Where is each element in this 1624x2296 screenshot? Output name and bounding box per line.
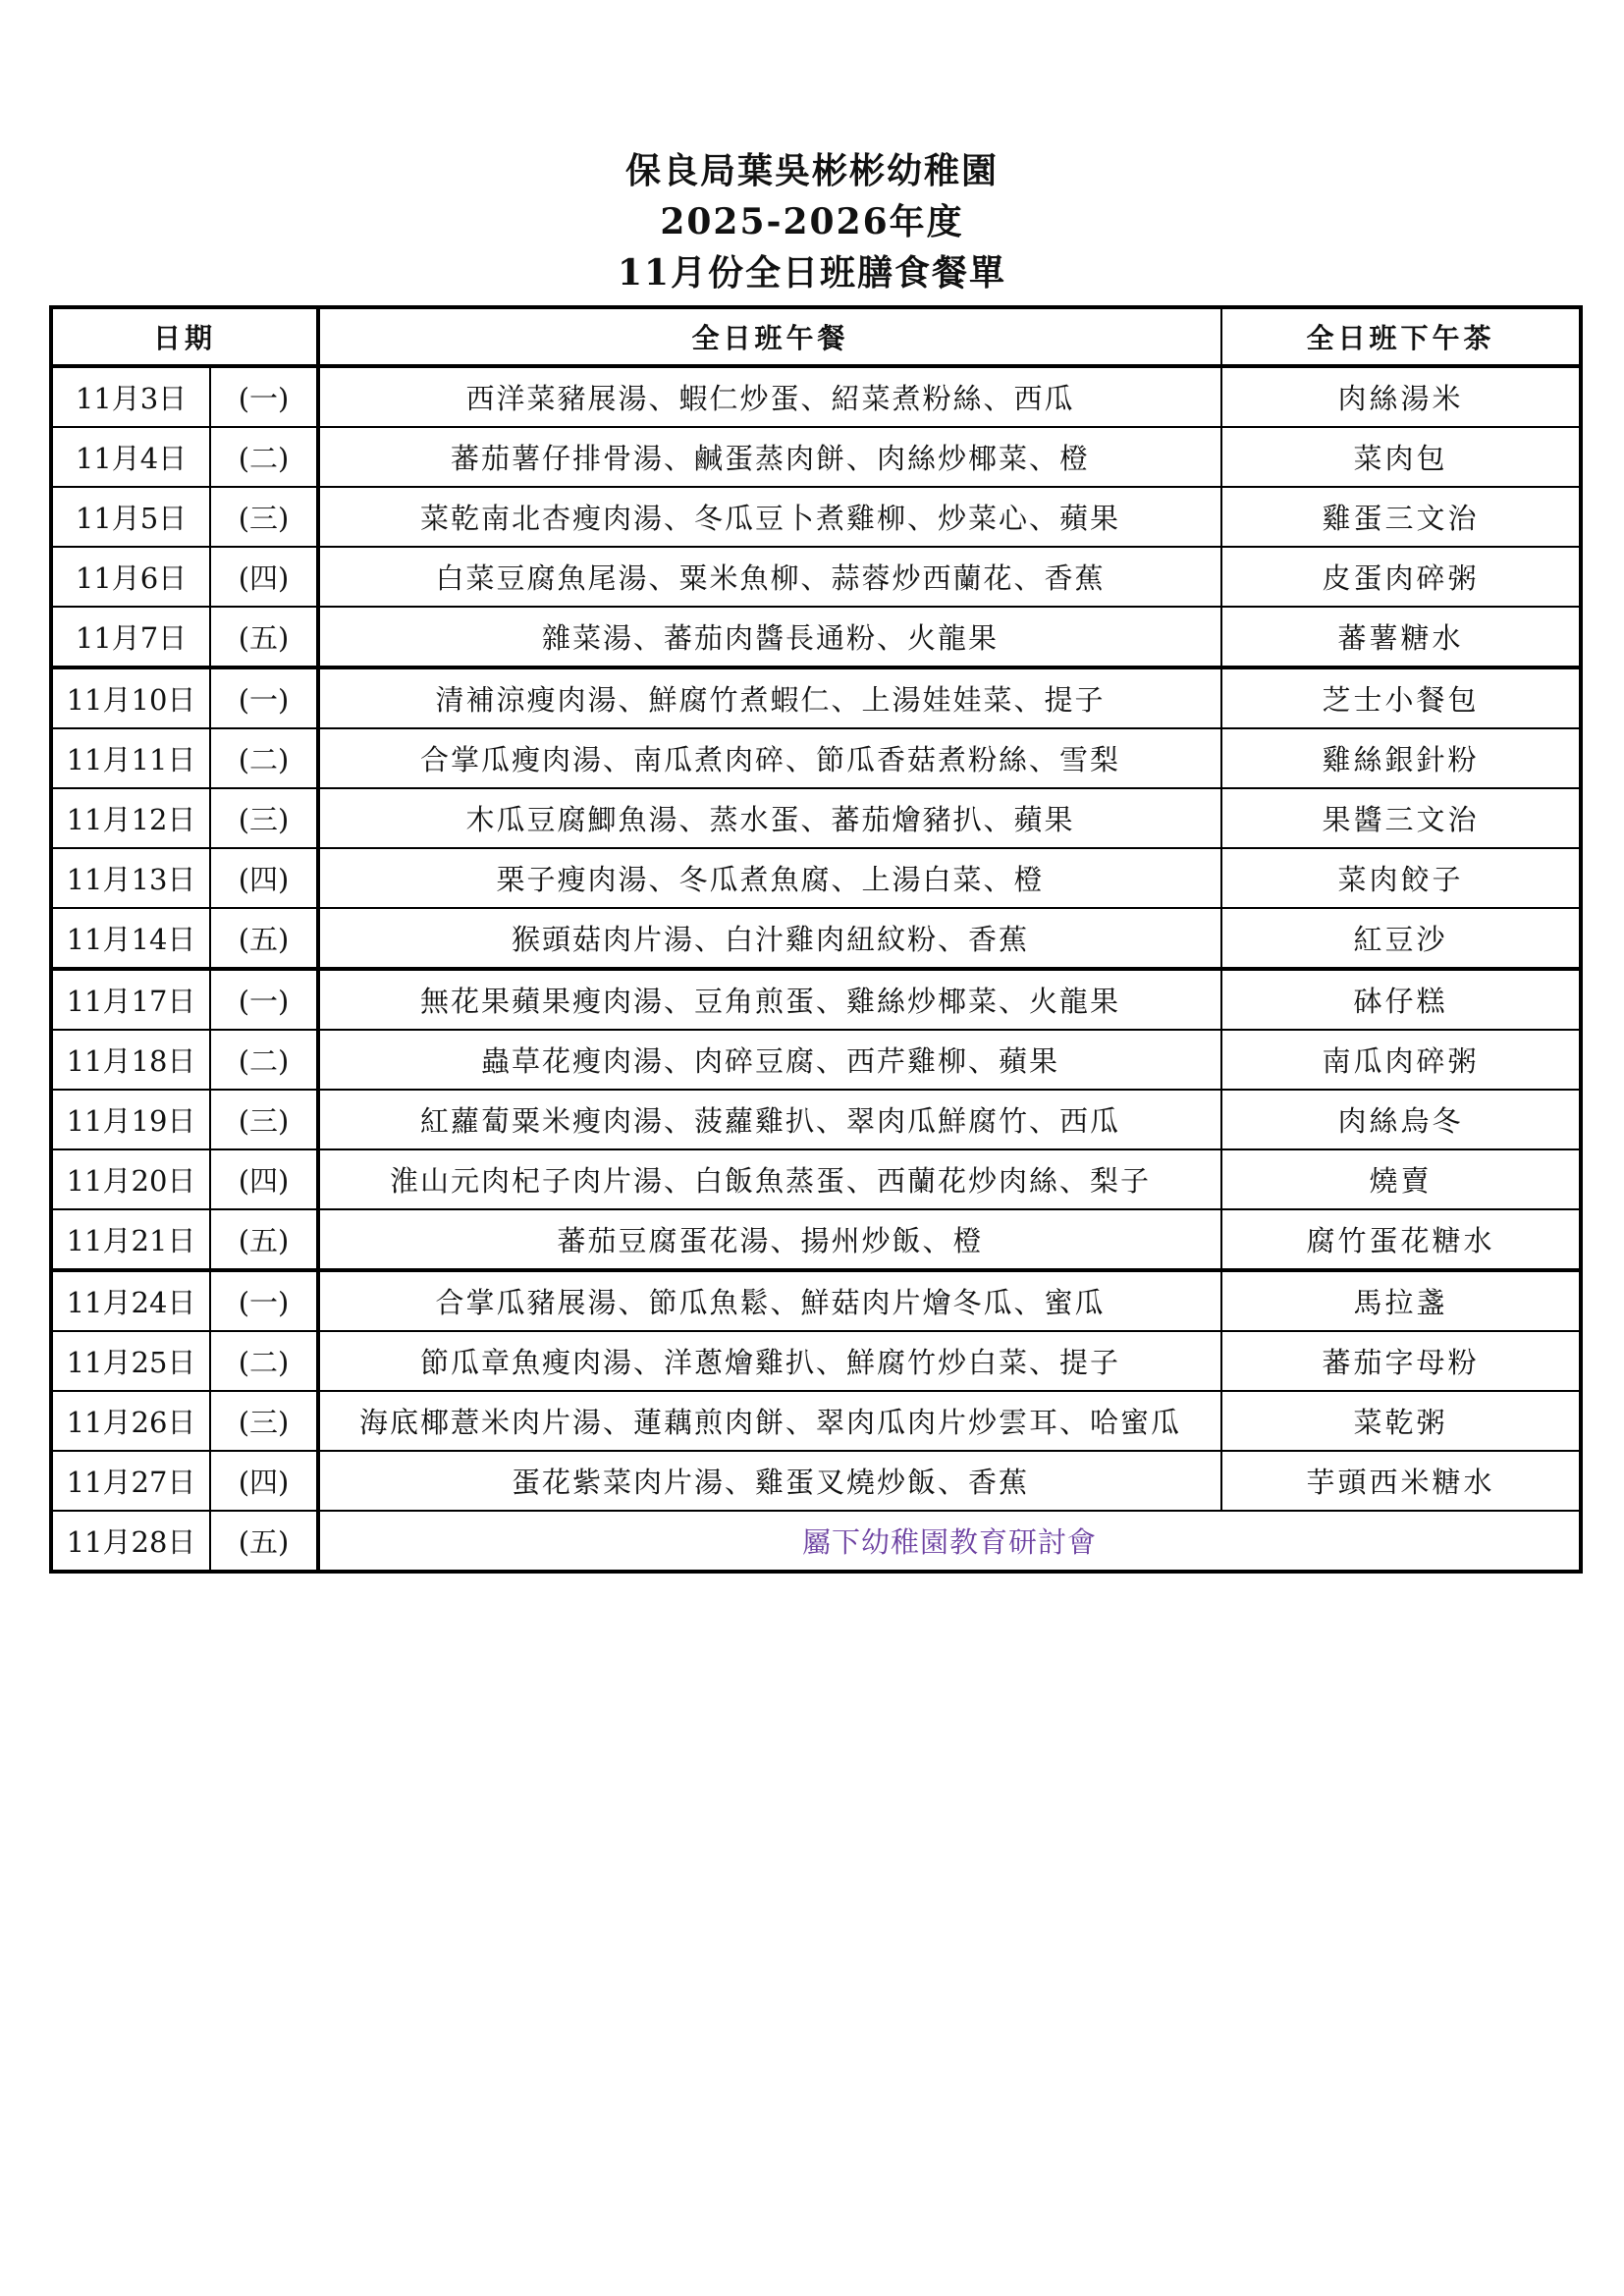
tea-cell: 雞蛋三文治: [1221, 487, 1581, 547]
tea-cell: 菜肉包: [1221, 427, 1581, 487]
table-row: [51, 1391, 1581, 1451]
tea-cell: 菜乾粥: [1221, 1391, 1581, 1451]
weekday-cell: (二): [210, 1331, 318, 1391]
table-row: [51, 1270, 1581, 1331]
weekday-cell: (五): [210, 607, 318, 667]
date-cell: 11月13日: [51, 848, 210, 908]
tea-cell: 雞絲銀針粉: [1221, 728, 1581, 788]
table-row: [51, 1331, 1581, 1391]
weekday-cell: (三): [210, 487, 318, 547]
weekday-cell: (五): [210, 1209, 318, 1270]
table-row: [51, 366, 1581, 427]
weekday-cell: (五): [210, 1511, 318, 1572]
lunch-cell: 猴頭菇肉片湯、白汁雞肉紐紋粉、香蕉: [318, 908, 1221, 969]
date-cell: 11月26日: [51, 1391, 210, 1451]
date-cell: 11月27日: [51, 1451, 210, 1511]
weekday-cell: (四): [210, 1451, 318, 1511]
tea-cell: 馬拉盞: [1221, 1270, 1581, 1331]
date-column-header: 日期: [51, 307, 318, 366]
table-row: [51, 1149, 1581, 1209]
lunch-cell: 栗子瘦肉湯、冬瓜煮魚腐、上湯白菜、橙: [318, 848, 1221, 908]
weekday-cell: (一): [210, 969, 318, 1030]
table-row: [51, 969, 1581, 1030]
tea-cell: 砵仔糕: [1221, 969, 1581, 1030]
tea-cell: 肉絲烏冬: [1221, 1090, 1581, 1149]
menu-table: [49, 305, 1583, 1574]
date-cell: 11月20日: [51, 1149, 210, 1209]
tea-column-header: 全日班下午茶: [1221, 307, 1581, 366]
lunch-cell: 菜乾南北杏瘦肉湯、冬瓜豆卜煮雞柳、炒菜心、蘋果: [318, 487, 1221, 547]
lunch-cell: 蛋花紫菜肉片湯、雞蛋叉燒炒飯、香蕉: [318, 1451, 1221, 1511]
date-cell: 11月14日: [51, 908, 210, 969]
date-cell: 11月6日: [51, 547, 210, 607]
date-cell: 11月28日: [51, 1511, 210, 1572]
tea-cell: 菜肉餃子: [1221, 848, 1581, 908]
event-cell: 屬下幼稚園教育研討會: [318, 1511, 1581, 1572]
date-cell: 11月21日: [51, 1209, 210, 1270]
table-row: [51, 1451, 1581, 1511]
table-row: [51, 1209, 1581, 1270]
weekday-cell: (四): [210, 848, 318, 908]
menu-title: 11月份全日班膳食餐單: [617, 252, 1007, 294]
date-cell: 11月5日: [51, 487, 210, 547]
date-cell: 11月3日: [51, 366, 210, 427]
page-header: [0, 145, 1624, 298]
date-cell: 11月19日: [51, 1090, 210, 1149]
date-cell: 11月17日: [51, 969, 210, 1030]
school-year: 2025-2026年度: [660, 201, 964, 242]
lunch-cell: 節瓜章魚瘦肉湯、洋蔥燴雞扒、鮮腐竹炒白菜、提子: [318, 1331, 1221, 1391]
date-cell: 11月12日: [51, 788, 210, 848]
lunch-cell: 西洋菜豬展湯、蝦仁炒蛋、紹菜煮粉絲、西瓜: [318, 366, 1221, 427]
date-cell: 11月7日: [51, 607, 210, 667]
lunch-cell: 合掌瓜豬展湯、節瓜魚鬆、鮮菇肉片燴冬瓜、蜜瓜: [318, 1270, 1221, 1331]
tea-cell: 蕃薯糖水: [1221, 607, 1581, 667]
table-row: [51, 1030, 1581, 1090]
lunch-cell: 蕃茄薯仔排骨湯、鹹蛋蒸肉餅、肉絲炒椰菜、橙: [318, 427, 1221, 487]
table-row: [51, 427, 1581, 487]
table-row: [51, 547, 1581, 607]
weekday-cell: (三): [210, 1090, 318, 1149]
weekday-cell: (四): [210, 547, 318, 607]
weekday-cell: (三): [210, 788, 318, 848]
table-row: [51, 487, 1581, 547]
lunch-cell: 無花果蘋果瘦肉湯、豆角煎蛋、雞絲炒椰菜、火龍果: [318, 969, 1221, 1030]
lunch-cell: 蟲草花瘦肉湯、肉碎豆腐、西芹雞柳、蘋果: [318, 1030, 1221, 1090]
tea-cell: 南瓜肉碎粥: [1221, 1030, 1581, 1090]
weekday-cell: (四): [210, 1149, 318, 1209]
weekday-cell: (三): [210, 1391, 318, 1451]
tea-cell: 果醬三文治: [1221, 788, 1581, 848]
lunch-cell: 雜菜湯、蕃茄肉醬長通粉、火龍果: [318, 607, 1221, 667]
lunch-cell: 清補涼瘦肉湯、鮮腐竹煮蝦仁、上湯娃娃菜、提子: [318, 667, 1221, 728]
weekday-cell: (一): [210, 667, 318, 728]
lunch-cell: 紅蘿蔔粟米瘦肉湯、菠蘿雞扒、翠肉瓜鮮腐竹、西瓜: [318, 1090, 1221, 1149]
lunch-cell: 木瓜豆腐鯽魚湯、蒸水蛋、蕃茄燴豬扒、蘋果: [318, 788, 1221, 848]
table-row: [51, 848, 1581, 908]
tea-cell: 燒賣: [1221, 1149, 1581, 1209]
tea-cell: 肉絲湯米: [1221, 366, 1581, 427]
weekday-cell: (一): [210, 366, 318, 427]
table-row: [51, 728, 1581, 788]
tea-cell: 蕃茄字母粉: [1221, 1331, 1581, 1391]
tea-cell: 芝士小餐包: [1221, 667, 1581, 728]
lunch-cell: 蕃茄豆腐蛋花湯、揚州炒飯、橙: [318, 1209, 1221, 1270]
lunch-cell: 白菜豆腐魚尾湯、粟米魚柳、蒜蓉炒西蘭花、香蕉: [318, 547, 1221, 607]
date-cell: 11月10日: [51, 667, 210, 728]
weekday-cell: (二): [210, 1030, 318, 1090]
date-cell: 11月4日: [51, 427, 210, 487]
weekday-cell: (一): [210, 1270, 318, 1331]
lunch-cell: 合掌瓜瘦肉湯、南瓜煮肉碎、節瓜香菇煮粉絲、雪梨: [318, 728, 1221, 788]
tea-cell: 腐竹蛋花糖水: [1221, 1209, 1581, 1270]
tea-cell: 皮蛋肉碎粥: [1221, 547, 1581, 607]
table-row: [51, 908, 1581, 969]
table-row: [51, 1090, 1581, 1149]
weekday-cell: (五): [210, 908, 318, 969]
weekday-cell: (二): [210, 728, 318, 788]
table-row-event: [51, 1511, 1581, 1572]
weekday-cell: (二): [210, 427, 318, 487]
lunch-column-header: 全日班午餐: [318, 307, 1221, 366]
kindergarten-name: 保良局葉吳彬彬幼稚園: [624, 150, 999, 191]
table-header-row: [51, 307, 1581, 366]
table-row: [51, 788, 1581, 848]
tea-cell: 芋頭西米糖水: [1221, 1451, 1581, 1511]
lunch-cell: 淮山元肉杞子肉片湯、白飯魚蒸蛋、西蘭花炒肉絲、梨子: [318, 1149, 1221, 1209]
lunch-cell: 海底椰薏米肉片湯、蓮藕煎肉餅、翠肉瓜肉片炒雲耳、哈蜜瓜: [318, 1391, 1221, 1451]
date-cell: 11月24日: [51, 1270, 210, 1331]
table-row: [51, 667, 1581, 728]
date-cell: 11月11日: [51, 728, 210, 788]
tea-cell: 紅豆沙: [1221, 908, 1581, 969]
table-row: [51, 607, 1581, 667]
date-cell: 11月18日: [51, 1030, 210, 1090]
date-cell: 11月25日: [51, 1331, 210, 1391]
